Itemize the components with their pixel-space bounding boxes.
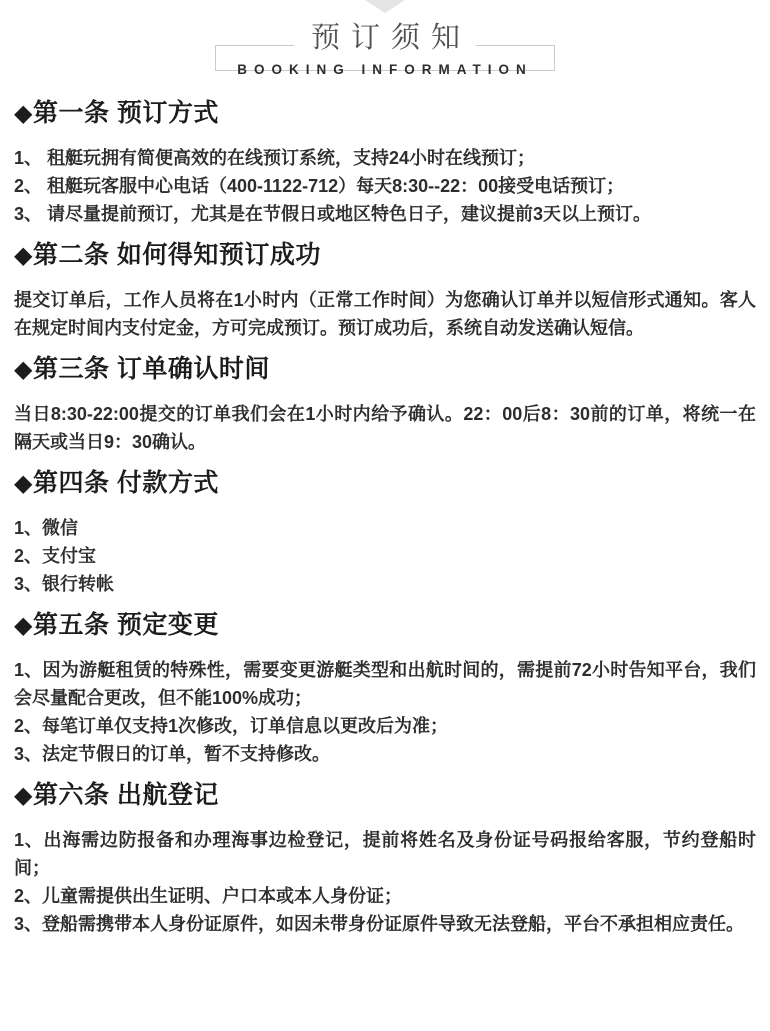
triangle-down-icon [365,0,405,13]
section-heading-text: 第三条 订单确认时间 [32,355,270,383]
list-item: 3、登船需携带本人身份证原件，如因未带身份证原件导致无法登船，平台不承担相应责任。 [14,914,745,934]
diamond-bullet-icon: ◆ [14,470,33,497]
list-item: 1、 租艇玩拥有简便高效的在线预订系统，支持24小时在线预订； [14,148,536,168]
section-heading [14,239,756,272]
list-item: 1、因为游艇租赁的特殊性，需要变更游艇类型和出航时间的，需提前72小时告知平台，我们会尽量配合更改，但不能100%成功； [14,660,756,708]
section-article-2 [14,239,756,342]
content [0,97,770,938]
list-item: 2、每笔订单仅支持1次修改，订单信息以更改后为准； [14,716,449,736]
diamond-bullet-icon: ◆ [14,242,33,269]
list-item: 3、 请尽量提前预订，尤其是在节假日或地区特色日子，建议提前3天以上预订。 [14,204,652,224]
page-title: 预订须知 [294,24,476,53]
page-subtitle: BOOKING INFORMATION [237,62,533,77]
section-article-4 [14,467,756,598]
list-item: 1、微信 [14,518,79,538]
diamond-bullet-icon: ◆ [14,782,33,809]
section-heading [14,779,756,812]
section-heading-text: 第四条 付款方式 [32,469,219,497]
section-heading-text: 第二条 如何得知预订成功 [32,241,321,269]
diamond-bullet-icon: ◆ [14,612,33,639]
section-heading-text: 第一条 预订方式 [32,99,219,127]
paragraph: 提交订单后，工作人员将在1小时内（正常工作时间）为您确认订单并以短信形式通知。客人在规定时间内支付定金，方可完成预订。预订成功后，系统自动发送确认短信。 [14,290,756,338]
section-article-1 [14,97,756,228]
diamond-bullet-icon: ◆ [14,356,33,383]
section-article-6 [14,779,756,938]
section-article-5 [14,609,756,768]
list-item: 1、出海需边防报备和办理海事边检登记，提前将姓名及身份证号码报给客服，节约登船时间； [14,830,756,878]
list-item: 3、法定节假日的订单，暂不支持修改。 [14,744,331,764]
page-header [0,13,770,86]
list-item: 2、支付宝 [14,546,97,566]
section-heading [14,467,756,500]
list-item: 2、 租艇玩客服中心电话（400-1122-712）每天8:30--22：00接受电话预订； [14,176,625,196]
section-heading [14,97,756,130]
list-item: 3、银行转帐 [14,574,115,594]
section-heading [14,353,756,386]
diamond-bullet-icon: ◆ [14,100,33,127]
list-item: 2、儿童需提供出生证明、户口本或本人身份证； [14,886,403,906]
paragraph: 当日8:30-22:00提交的订单我们会在1小时内给予确认。22：00后8：30前的订单，将统一在隔天或当日9：30确认。 [14,404,756,452]
section-heading [14,609,756,642]
section-article-3 [14,353,756,456]
title-frame [215,22,555,77]
section-heading-text: 第五条 预定变更 [32,611,219,639]
section-heading-text: 第六条 出航登记 [32,781,219,809]
